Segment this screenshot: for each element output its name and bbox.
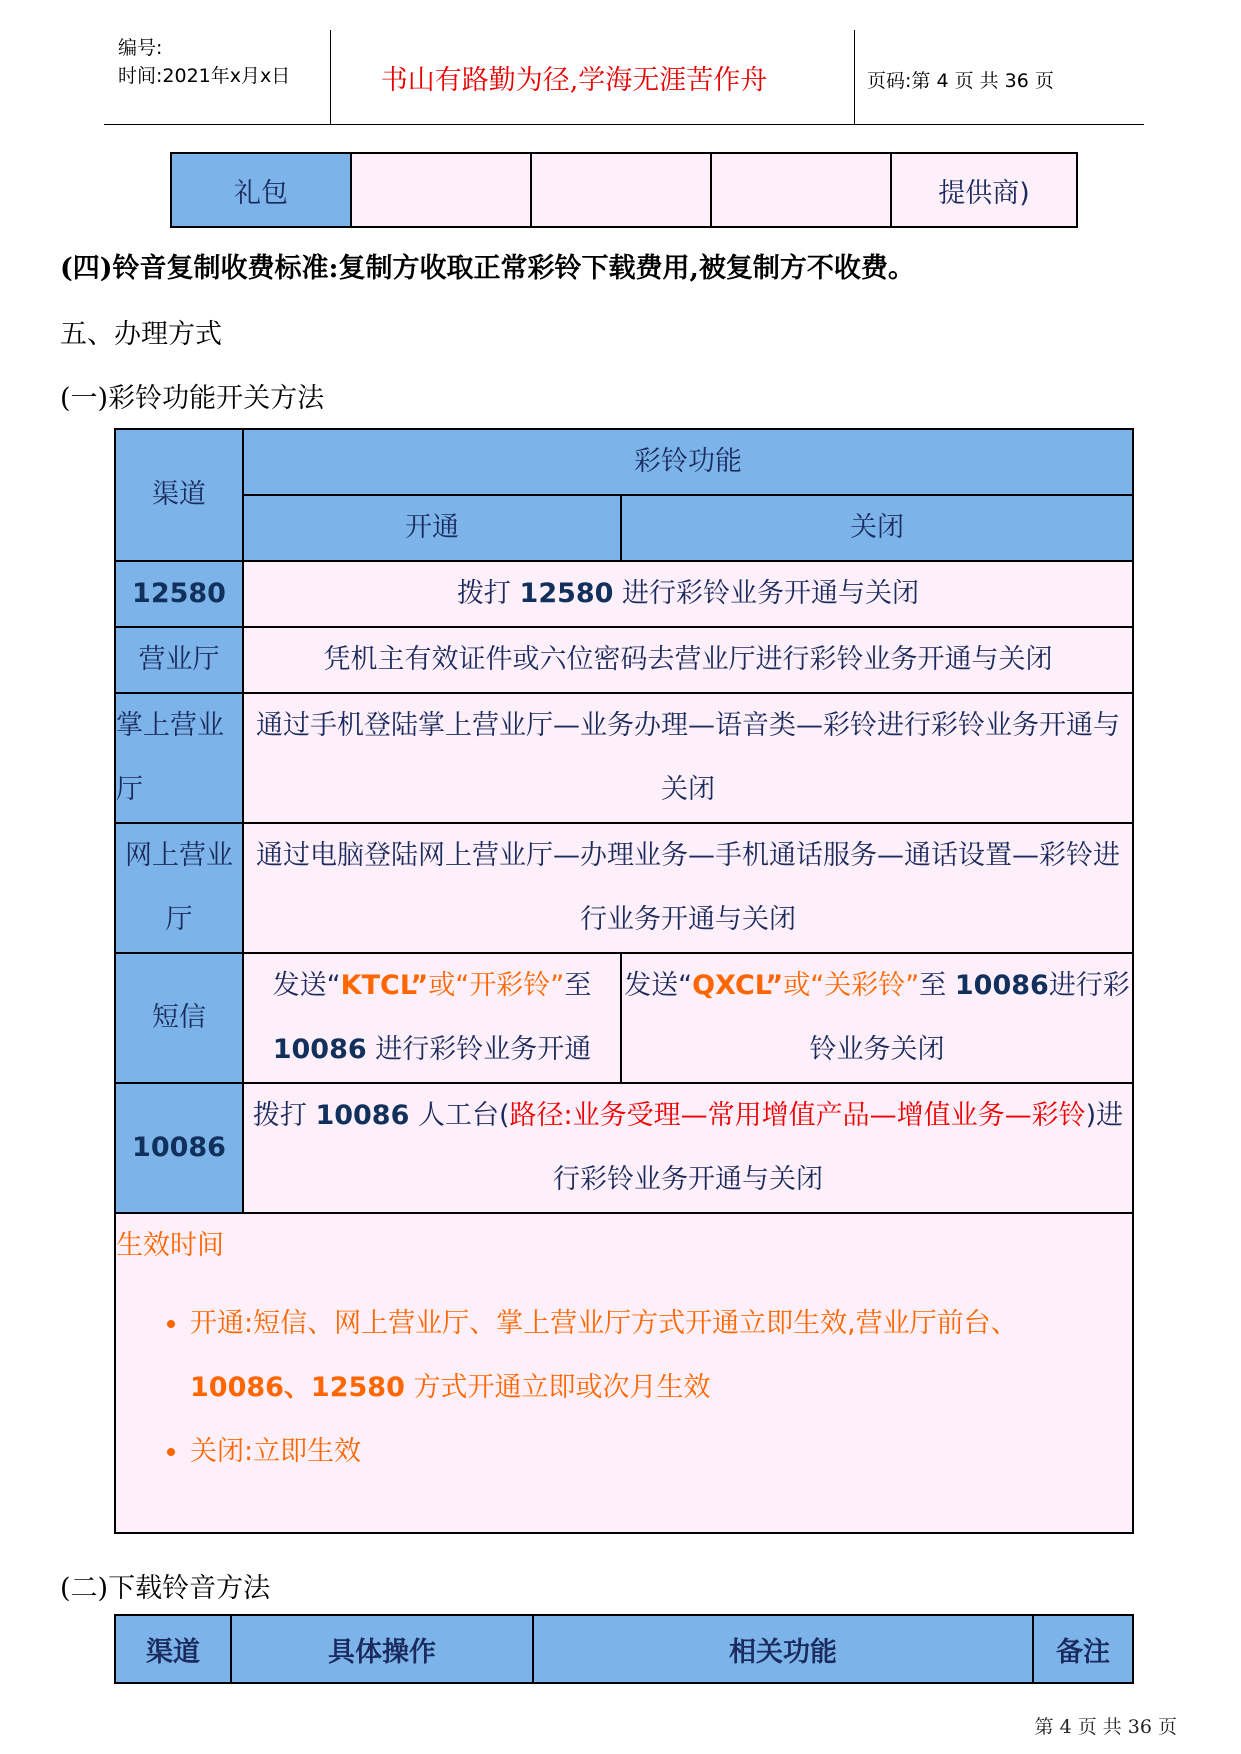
channel-cell: 短信 [115,953,243,1083]
table-row [115,561,1133,627]
code-span: 开彩铃” [469,970,565,1001]
number-span: 10086 [954,970,1049,1001]
serial-label: 编号: [118,37,163,59]
header-note: 备注 [1033,1615,1133,1683]
text-span: )进行彩铃业务开通与关闭 [553,1100,1124,1195]
header-channel: 渠道 [115,1615,231,1683]
gift-cell [351,153,531,227]
code-span: QXCL” [692,970,784,1001]
text-span: 进行彩铃业务开通 [366,1034,592,1065]
channel-cell: 12580 [115,561,243,627]
table-row [115,627,1133,693]
number-span: 12580 [519,578,614,609]
method-cell: 凭机主有效证件或六位密码去营业厅进行彩铃业务开通与关闭 [243,627,1133,693]
table-row [115,1083,1133,1213]
number-span: 10086 [315,1100,410,1131]
text-span: 发送“ [272,970,341,1001]
table-row [115,1213,1133,1533]
effect-time-cell [115,1213,1133,1533]
header-function: 彩铃功能 [243,429,1133,495]
text-span: 方式开通立即或次月生效 [404,1372,711,1403]
table-row [115,953,1133,1083]
gift-label-cell: 礼包 [171,153,351,227]
method-cell [243,1083,1133,1213]
channel-cell: 10086 [115,1083,243,1213]
table-header-row [115,495,1133,561]
header-open: 开通 [243,495,621,561]
text-span: 至 [919,970,955,1001]
header-function: 相关功能 [533,1615,1033,1683]
sms-close-cell [621,953,1133,1083]
text-span: 拨打 [456,578,520,609]
gift-row-table [170,152,1078,228]
gift-provider-cell: 提供商) [891,153,1077,227]
number-span: 10086 [272,1034,367,1065]
header-close: 关闭 [621,495,1133,561]
gift-cell [711,153,891,227]
page-header [104,30,1144,125]
sms-open-cell [243,953,621,1083]
table-header-row [115,429,1133,495]
path-span: 路径:业务受理—常用增值产品—增值业务—彩铃 [509,1100,1086,1131]
number-span: 10086、12580 [190,1372,405,1403]
header-channel: 渠道 [115,429,243,561]
header-page-label: 页码:第 4 页 共 36 页 [867,70,1054,92]
copy-fee-paragraph: (四)铃音复制收费标准:复制方收取正常彩铃下载费用,被复制方不收费。 [60,253,915,284]
text-span: 至 [564,970,592,1001]
switch-method-table [114,428,1134,1534]
text-span: 拨打 [252,1100,316,1131]
header-motto: 书山有路勤为径,学海无涯苦作舟 [380,65,768,96]
header-meta [118,34,290,90]
table-header-row [115,1615,1133,1683]
header-divider-right [854,30,855,124]
effect-title: 生效时间 [116,1230,224,1261]
channel-cell: 营业厅 [115,627,243,693]
sub1-title: (一)彩铃功能开关方法 [60,383,325,414]
page-footer: 第 4 页 共 36 页 [1034,1716,1177,1738]
download-method-table [114,1614,1134,1684]
list-item [190,1292,1132,1420]
channel-cell: 掌上营业厅 [115,693,243,823]
code-span: 关彩铃” [824,970,920,1001]
section5-title: 五、办理方式 [60,319,222,350]
code-span: KTCL” [340,970,429,1001]
text-span: 人工台( [409,1100,510,1131]
method-cell: 通过手机登陆掌上营业厅—业务办理—语音类—彩铃进行彩铃业务开通与关闭 [243,693,1133,823]
effect-list [116,1292,1132,1484]
text-span: 或“ [783,970,825,1001]
gift-cell [531,153,711,227]
table-row [115,823,1133,953]
text-span: 进行彩铃业务开通与关闭 [613,578,920,609]
text-span: 开通:短信、网上营业厅、掌上营业厅方式开通立即生效,营业厅前台、 [190,1308,1018,1339]
header-operation: 具体操作 [231,1615,533,1683]
text-span: 进行彩铃业务关闭 [809,970,1130,1065]
time-label: 时间:2021年x月x日 [118,65,291,87]
list-item: • 关闭:立即生效 [190,1420,1132,1484]
method-cell [243,561,1133,627]
text-span: 或“ [428,970,470,1001]
sub2-title: (二)下载铃音方法 [60,1573,271,1604]
table-row [115,693,1133,823]
method-cell: 通过电脑登陆网上营业厅—办理业务—手机通话服务—通话设置—彩铃进行业务开通与关闭 [243,823,1133,953]
text-span: 发送“ [624,970,693,1001]
channel-cell: 网上营业厅 [115,823,243,953]
table-row [171,153,1077,227]
